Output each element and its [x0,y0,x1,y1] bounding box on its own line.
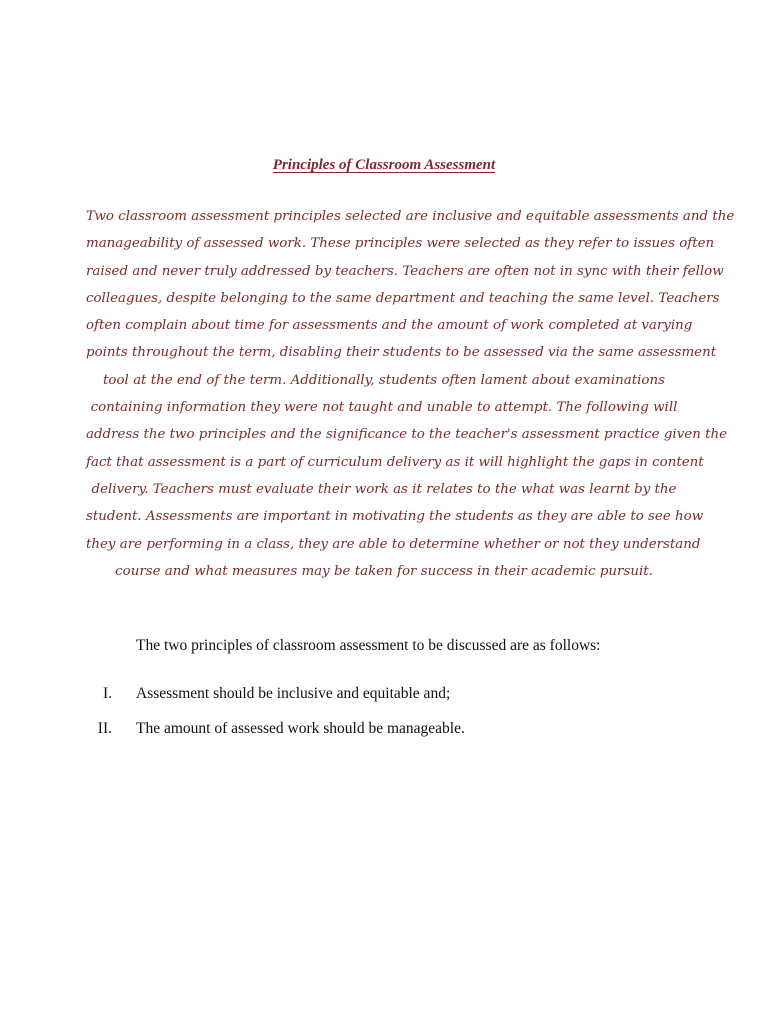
principle-numeral: I. [102,685,112,702]
intro-line: student. Assessments are important in motivating the students as they are able to see how [86,509,704,525]
principle-text: The amount of assessed work should be manageable. [136,720,465,737]
intro-line: they are performing in a class, they are able to determine whether or not they understand [86,536,701,552]
principles-list [0,685,768,755]
principle-numeral: II. [97,720,112,737]
intro-line: fact that assessment is a part of curriculum delivery as it will highlight the gaps in content [86,454,704,470]
intro-line: Two classroom assessment principles selected are inclusive and equitable assessments and the [86,209,735,224]
intro-line: delivery. Teachers must evaluate their work as it relates to the what was learnt by the [91,481,677,497]
intro-line: address the two principles and the significance to the teacher's assessment practice given the [86,427,728,443]
intro-line: often complain about time for assessments and the amount of work completed at varying [86,318,693,334]
principle-item [0,685,768,720]
intro-line: course and what measures may be taken for success in their academic pursuit. [115,563,653,579]
intro-line: colleagues, despite belonging to the same department and teaching the same level. Teachers [86,290,720,306]
intro-line: tool at the end of the term. Additionally, students often lament about examinations [103,372,665,388]
intro-line: points throughout the term, disabling their students to be assessed via the same assessment [86,345,717,361]
intro-line: containing information they were not taught and unable to attempt. The following will [90,400,678,416]
principle-text: Assessment should be inclusive and equitable and; [136,685,451,702]
intro-line: manageability of assessed work. These principles were selected as they refer to issues often [86,236,715,252]
principles-lead-text: The two principles of classroom assessment to be discussed are as follows: [136,637,601,654]
principle-item [0,720,768,755]
intro-line: raised and never truly addressed by teachers. Teachers are often not in sync with their fellow [86,263,724,279]
intro-paragraph [86,203,735,585]
document-title: Principles of Classroom Assessment [272,157,496,173]
